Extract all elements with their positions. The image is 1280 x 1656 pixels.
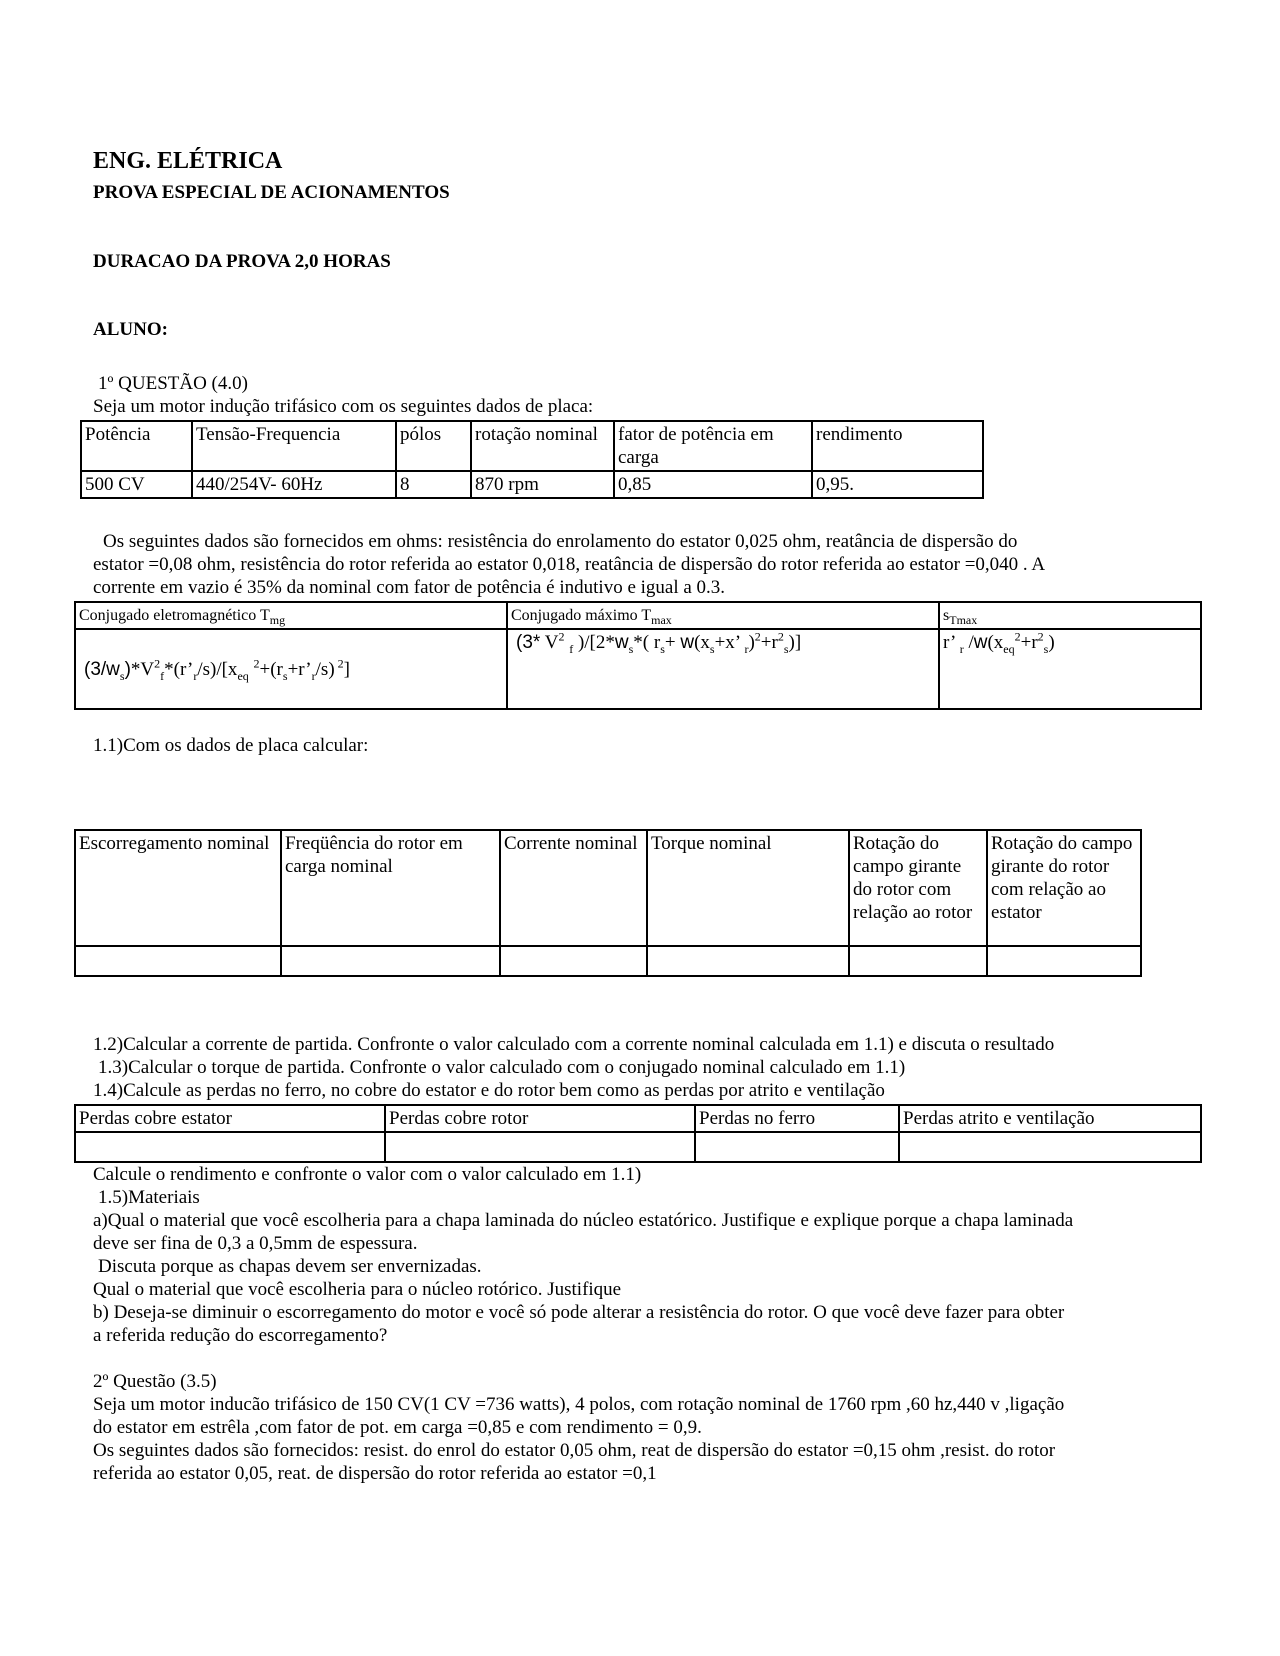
tmg-header (75, 602, 507, 629)
answer-cell[interactable] (500, 946, 647, 976)
calc-header-cell: Rotação do campo girante do rotor com relação ao rotor (849, 830, 987, 946)
plate-header-cell: fator de potência em carga (614, 421, 812, 471)
qa-line-4: Qual o material que você escolheria para o núcleo rotórico. Justifique (93, 1279, 622, 1300)
table-row (75, 629, 1201, 709)
q2-line-2: do estator em estrêla ,com fator de pot. em carga =0,85 e com rendimento = 0,9. (93, 1417, 702, 1438)
calc-header-cell: Escorregamento nominal (75, 830, 281, 946)
losses-table (74, 1104, 1202, 1163)
plate-value-cell: 440/254V- 60Hz (192, 471, 396, 498)
q2-line-3: Os seguintes dados são fornecidos: resist. do enrol do estator 0,05 ohm, reat de dispersão do estator =0,15 ohm ,resist. do rotor (93, 1440, 1056, 1461)
tmax-header-sub: max (651, 613, 672, 628)
plate-value-cell: 870 rpm (471, 471, 614, 498)
calc-header-cell: Freqüência do rotor em carga nominal (281, 830, 500, 946)
efficiency-text: Calcule o rendimento e confronte o valor com o valor calculado em 1.1) (93, 1164, 642, 1185)
q1-5-heading: 1.5)Materiais (98, 1187, 200, 1208)
qb-line-2: a referida redução do escorregamento? (93, 1325, 388, 1346)
plate-header-cell: pólos (396, 421, 471, 471)
answer-cell[interactable] (695, 1132, 899, 1162)
params-line-1: Os seguintes dados são fornecidos em ohms: resistência do enrolamento do estator 0,025 ohm, reatância de dispersão do (103, 531, 1018, 552)
answer-cell[interactable] (75, 946, 281, 976)
q1-4-text: 1.4)Calcule as perdas no ferro, no cobre do estator e do rotor bem como as perdas por atrito e ventilação (93, 1080, 885, 1101)
stmax-header-text: s (943, 607, 950, 624)
table-row (75, 946, 1141, 976)
document-subtitle: PROVA ESPECIAL DE ACIONAMENTOS (93, 182, 450, 203)
plate-header-cell: rendimento (812, 421, 983, 471)
plate-data-table (80, 420, 984, 499)
loss-header-cell: Perdas no ferro (695, 1105, 899, 1132)
params-line-2: estator =0,08 ohm, resistência do rotor referida ao estator 0,018, reatância de dispersão do rotor referida ao estator =0,040 . A (93, 554, 1046, 575)
answer-cell[interactable] (899, 1132, 1201, 1162)
plate-value-cell: 500 CV (81, 471, 192, 498)
loss-header-cell: Perdas cobre rotor (385, 1105, 695, 1132)
calc-header-cell: Rotação do campo girante do rotor com relação ao estator (987, 830, 1141, 946)
document-title: ENG. ELÉTRICA (93, 148, 283, 174)
table-row (75, 1132, 1201, 1162)
qb-line-1: b) Deseja-se diminuir o escorregamento do motor e você só pode alterar a resistência do rotor. O que você deve fazer para obter (93, 1302, 1065, 1323)
tmax-header-text: Conjugado máximo T (511, 607, 652, 624)
table-row (81, 471, 983, 498)
answer-cell[interactable] (75, 1132, 385, 1162)
tmg-header-text: Conjugado eletromagnético T (79, 607, 270, 624)
loss-header-cell: Perdas cobre estator (75, 1105, 385, 1132)
plate-value-cell: 0,85 (614, 471, 812, 498)
student-label: ALUNO: (93, 319, 168, 340)
calc-table (74, 829, 1142, 977)
answer-cell[interactable] (647, 946, 849, 976)
plate-header-cell: Tensão-Frequencia (192, 421, 396, 471)
stmax-formula: r’ $_r$ $/w(x_{eq}^2+r^2_s)$ (939, 629, 1201, 709)
loss-header-cell: Perdas atrito e ventilação (899, 1105, 1201, 1132)
calc-header-cell: Torque nominal (647, 830, 849, 946)
q1-2-text: 1.2)Calcular a corrente de partida. Confronte o valor calculado com a corrente nominal calculada em 1.1) e discuta o resultado (93, 1034, 1055, 1055)
tmg-header-sub: mg (269, 613, 286, 628)
plate-header-cell: rotação nominal (471, 421, 614, 471)
calc-label: 1.1)Com os dados de placa calcular: (93, 735, 369, 756)
answer-cell[interactable] (987, 946, 1141, 976)
table-row (75, 1105, 1201, 1132)
q2-line-1: Seja um motor inducão trifásico de 150 CV(1 CV =736 watts), 4 polos, com rotação nominal de 1760 rpm ,60 hz,440 v ,ligação (93, 1394, 1065, 1415)
tmax-formula: (3* $V^2$ $_f$ )$/[2*w_s*$( $r_s+ w(x_s+x$’ $_r)^2+r^2_s$)] (507, 629, 939, 709)
qa-line-2: deve ser fina de 0,3 a 0,5mm de espessura. (93, 1233, 418, 1254)
answer-cell[interactable] (385, 1132, 695, 1162)
q1-intro: Seja um motor indução trifásico com os seguintes dados de placa: (93, 396, 594, 417)
plate-value-cell: 0,95. (812, 471, 983, 498)
table-row (75, 830, 1141, 946)
q1-3-text: 1.3)Calcular o torque de partida. Confronte o valor calculado com o conjugado nominal calculado em 1.1) (98, 1057, 906, 1078)
answer-cell[interactable] (849, 946, 987, 976)
qa-line-1: a)Qual o material que você escolheria para a chapa laminada do núcleo estatórico. Justifique e explique porque a chapa laminada (93, 1210, 1074, 1231)
table-row (75, 602, 1201, 629)
q2-line-4: referida ao estator 0,05, reat. de dispersão do rotor referida ao estator =0,1 (93, 1463, 657, 1484)
formula-table (74, 601, 1202, 710)
q2-heading: 2º Questão (3.5) (93, 1371, 217, 1392)
calc-header-cell: Corrente nominal (500, 830, 647, 946)
plate-header-cell: Potência (81, 421, 192, 471)
tmax-header (507, 602, 939, 629)
plate-value-cell: 8 (396, 471, 471, 498)
tmg-formula: $(3/w_s)*V^2_f*(r’_r/s)/[x_{eq}$ $^2+(r_s+r’_r/s)$ $^2$] (75, 629, 507, 709)
answer-cell[interactable] (281, 946, 500, 976)
qa-line-3: Discuta porque as chapas devem ser envernizadas. (98, 1256, 482, 1277)
table-row (81, 421, 983, 471)
stmax-header-sub: Tmax (949, 613, 978, 628)
stmax-header (939, 602, 1201, 629)
params-line-3: corrente em vazio é 35% da nominal com fator de potência é indutivo e igual a 0.3. (93, 577, 726, 598)
exam-duration: DURACAO DA PROVA 2,0 HORAS (93, 251, 391, 272)
q1-heading: 1º QUESTÃO (4.0) (98, 373, 248, 394)
